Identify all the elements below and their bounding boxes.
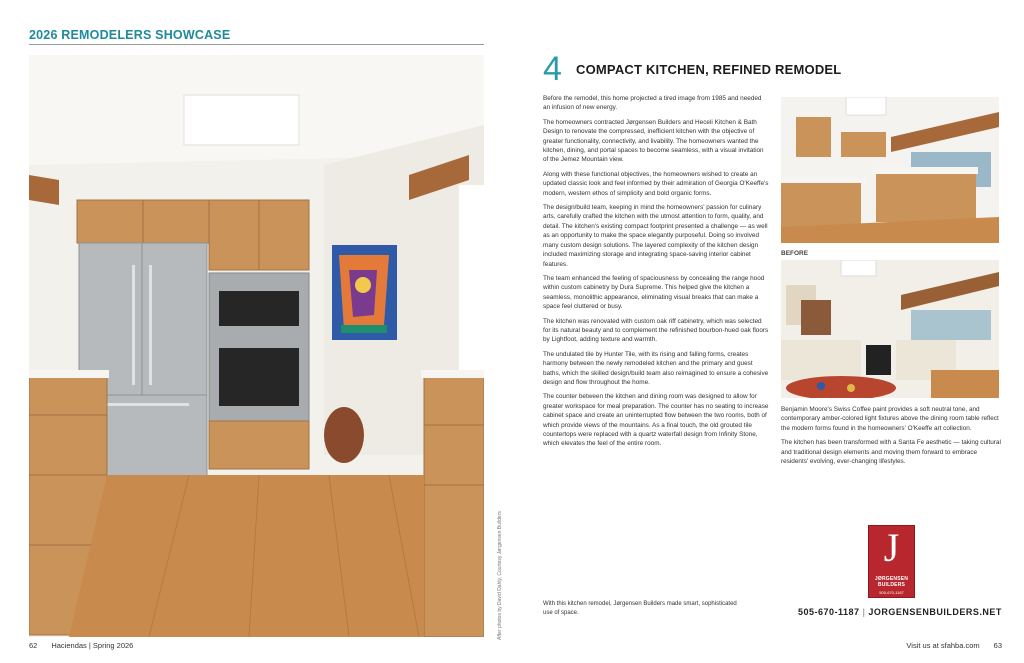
logo-phone: 505-670-1187 bbox=[879, 590, 904, 595]
body-paragraph: The undulated tile by Hunter Tile, with its rising and falling forms, creates harmony between the newly remodeled kitchen and the primary and guest baths, which the skilled design/build team also reimagined to ensure a cohesive design and flow throughout the home. bbox=[543, 350, 769, 386]
before-label: BEFORE bbox=[781, 250, 809, 257]
contact-phone: 505-670-1187 bbox=[798, 607, 860, 617]
footer-left bbox=[29, 641, 133, 650]
after-kitchen-photo bbox=[781, 97, 999, 243]
logo-letter: J bbox=[883, 525, 900, 570]
body-paragraph: The team enhanced the feeling of spaciousness by concealing the range hood within custom cabinetry by Dura Supreme. This helped give the kitchen a seamless, monolithic appearance, eliminating visual breaks that can make a space feel cluttered or busy. bbox=[543, 274, 765, 311]
article-title: COMPACT KITCHEN, REFINED REMODEL bbox=[576, 62, 842, 77]
contact-line bbox=[798, 607, 1002, 617]
body-paragraph: Along with these functional objectives, the homeowners wished to create an updated classic look and feel informed by their admiration of Georgia O'Keeffe's modern, western ethos of simplicity and bold organic forms. bbox=[543, 170, 769, 197]
body-paragraph: The kitchen was renovated with custom oak riff cabinetry, which was selected for its natural beauty and to complement the refinished bourbon-hued oak floors by Lightfoot, adding texture and warmth. bbox=[543, 317, 769, 344]
magazine-issue: Haciendas | Spring 2026 bbox=[51, 641, 134, 650]
sidebar-text bbox=[781, 405, 1001, 471]
photo-caption: With this kitchen remodel, Jørgensen Builders made smart, sophisticated use of space. bbox=[543, 601, 737, 616]
body-paragraph: Before the remodel, this home projected a tired image from 1985 and needed an infusion of new energy. bbox=[543, 95, 762, 112]
footer-website[interactable]: Visit us at sfahba.com bbox=[906, 641, 980, 650]
page-number-left: 62 bbox=[29, 641, 38, 650]
main-kitchen-photo bbox=[29, 55, 484, 637]
body-paragraph: The counter between the kitchen and dining room was designed to allow for greater workspace for meal preparation. The counter has no seating to increase cabinet space and create an uninterrupted flow between the two rooms, both of which provide views of the mountains. As a final touch, the old grouted tile countertops were replaced with a quartz waterfall design from Infinity Stone, which elevates the feel of the entire room. bbox=[543, 393, 769, 448]
contact-separator: | bbox=[862, 607, 866, 617]
article-number: 4 bbox=[543, 50, 562, 88]
side-paragraph: Benjamin Moore's Swiss Coffee paint provides a soft neutral tone, and contemporary amber-colored light fixtures above the dining room table reflect the modern forms found in the homeowners' O'Keeffe art collection. bbox=[781, 406, 999, 432]
logo-name: JØRGENSEN BUILDERS bbox=[874, 576, 909, 588]
side-paragraph: The kitchen has been transformed with a Santa Fe aesthetic — taking cultural and traditional design elements and moving them forward to embrace residents' evolving, ever-changing lifestyles. bbox=[781, 439, 1001, 466]
photo-credit: After photos by David Dahly, Courtesy Jørgensen Builders bbox=[497, 511, 503, 640]
jorgensen-logo bbox=[868, 525, 915, 598]
header-divider bbox=[29, 44, 484, 45]
page-number-right: 63 bbox=[993, 641, 1002, 650]
footer-right bbox=[906, 641, 1002, 650]
body-paragraph: The homeowners contracted Jørgensen Builders and Heceli Kitchen & Bath Design to renovate the compressed, inefficient kitchen with the objective of greater functionality, connectivity, and livability. The homeowners wanted the kitchen, dining, and portal spaces to become seamless, with a visual invitation of the Jemez Mountain view. bbox=[543, 118, 764, 164]
article-body bbox=[543, 94, 769, 454]
section-title: 2026 REMODELERS SHOWCASE bbox=[29, 28, 231, 42]
contact-website[interactable]: JORGENSENBUILDERS.NET bbox=[868, 607, 1002, 617]
before-kitchen-photo bbox=[781, 260, 999, 398]
body-paragraph: The design/build team, keeping in mind the homeowners' passion for culinary arts, carefully crafted the kitchen with the utmost attention to form, quality, and detail. The kitchen's existing compact footprint presented a challenge — as well as an opportunity to make the space elegantly purposeful. Doing so involved many custom design solutions. The layered complexity of the kitchen design included maximizing storage and integrating space-saving interior cabinet features. bbox=[543, 204, 768, 268]
